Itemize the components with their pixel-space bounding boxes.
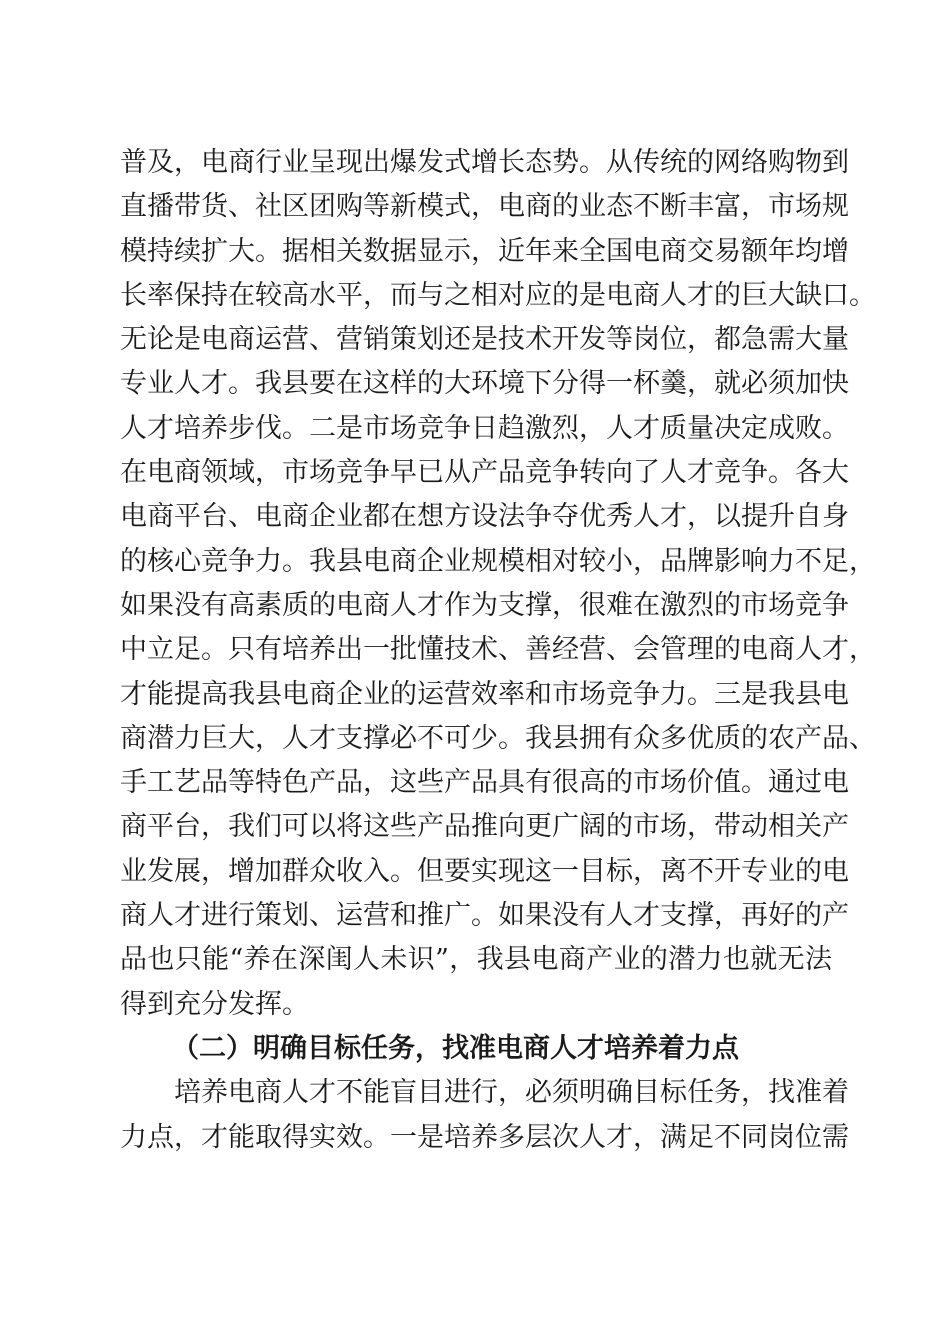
paragraph-1-line: 普及，电商行业呈现出爆发式增长态势。从传统的网络购物到 xyxy=(120,147,849,178)
paragraph-1-line: 模持续扩大。据相关数据显示，近年来全国电商交易额年均增 xyxy=(120,235,849,267)
paragraph-1-line: 电商平台、电商企业都在想方设法争夺优秀人才，以提升自身 xyxy=(120,501,849,533)
paragraph-2-first-line: 培养电商人才不能盲目进行，必须明确目标任务，找准着 xyxy=(174,1077,849,1109)
paragraph-1-line: 人才培养步伐。二是市场竞争日趋激烈，人才质量决定成败。 xyxy=(120,412,849,444)
paragraph-1-line: 在电商领域，市场竞争早已从产品竞争转向了人才竞争。各大 xyxy=(120,457,849,489)
paragraph-1-line: 无论是电商运营、营销策划还是技术开发等岗位，都急需大量 xyxy=(120,324,849,356)
paragraph-1-line: 业发展，增加群众收入。但要实现这一目标，离不开专业的电 xyxy=(120,855,849,887)
paragraph-1-line: 的核心竞争力。我县电商企业规模相对较小，品牌影响力不足， xyxy=(120,545,876,577)
paragraph-2-second-line: 力点，才能取得实效。一是培养多层次人才，满足不同岗位需 xyxy=(120,1121,849,1153)
paragraph-1-line: 商平台，我们可以将这些产品推向更广阔的市场，带动相关产 xyxy=(120,811,849,843)
paragraph-1-line: 商人才进行策划、运营和推广。如果没有人才支撑，再好的产 xyxy=(120,900,849,932)
document-body xyxy=(120,141,876,1160)
paragraph-1-line: 长率保持在较高水平，而与之相对应的是电商人才的巨大缺口。 xyxy=(120,279,876,311)
paragraph-1-line: 品也只能“养在深闺人未识”，我县电商产业的潜力也就无法 xyxy=(120,944,832,976)
paragraph-1-last-line: 得到充分发挥。 xyxy=(120,988,309,1020)
paragraph-1-line: 直播带货、社区团购等新模式，电商的业态不断丰富，市场规 xyxy=(120,191,849,223)
paragraph-1-line: 专业人才。我县要在这样的大环境下分得一杯羹，就必须加快 xyxy=(120,368,849,400)
paragraph-1-line: 才能提高我县电商企业的运营效率和市场竞争力。三是我县电 xyxy=(120,678,849,710)
paragraph-1-line: 中立足。只有培养出一批懂技术、善经营、会管理的电商人才， xyxy=(120,634,876,666)
paragraph-1-line: 手工艺品等特色产品，这些产品具有很高的市场价值。通过电 xyxy=(120,767,849,799)
paragraph-1-line: 商潜力巨大，人才支撑必不可少。我县拥有众多优质的农产品、 xyxy=(120,722,876,754)
section-heading: （二）明确目标任务，找准电商人才培养着力点 xyxy=(172,1032,739,1064)
paragraph-1-line: 如果没有高素质的电商人才作为支撑，很难在激烈的市场竞争 xyxy=(120,589,849,621)
paragraph-1 xyxy=(120,141,876,983)
